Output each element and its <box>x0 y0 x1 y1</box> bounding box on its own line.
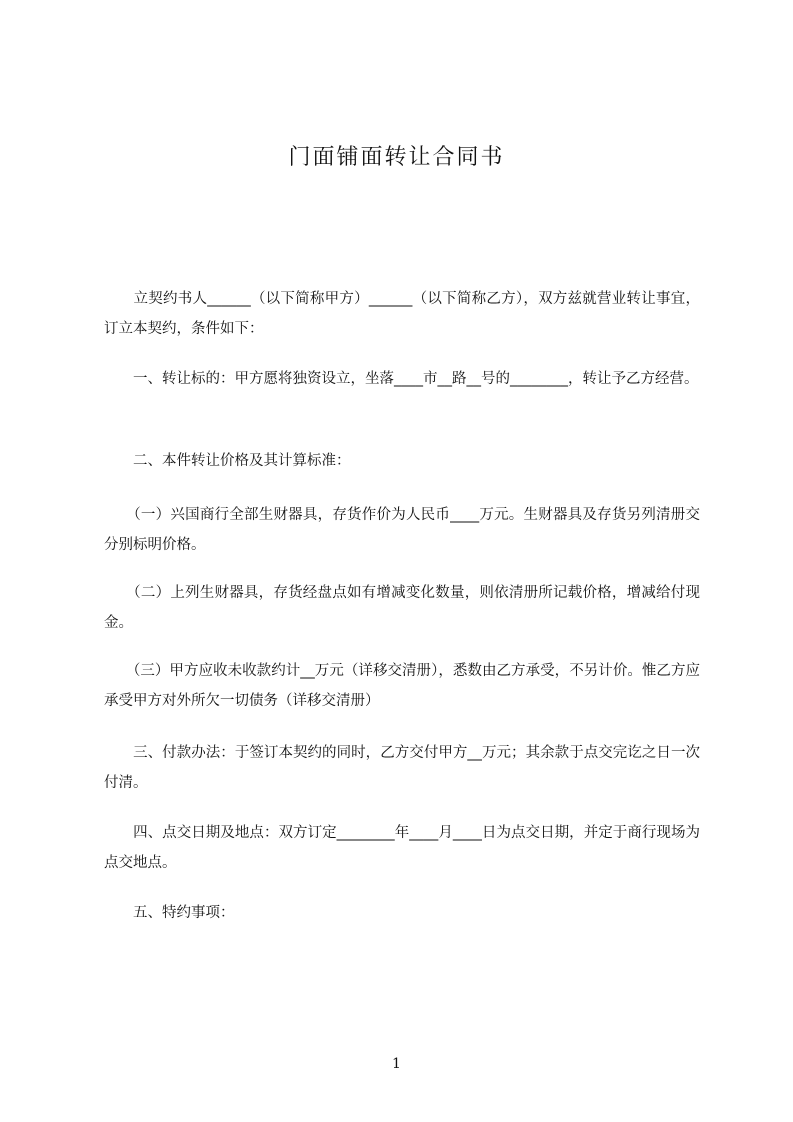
paragraph-clause-4: 四、点交日期及地点：双方订定________年____月____日为点交日期，并定于商行现场为点交地点。 <box>104 825 700 871</box>
paragraph-clause-2-3: （三）甲方应收未收款约计__万元（详移交清册），悉数由乙方承受，不另计价。惟乙方应承受甲方对外所欠一切债务（详移交清册） <box>104 663 700 709</box>
paragraph-preamble: 立契约书人______（以下简称甲方）______（以下简称乙方），双方兹就营业转让事宜，订立本契约，条件如下： <box>104 291 700 337</box>
paragraph-clause-2-1: （一）兴国商行全部生财器具，存货作价为人民币____万元。生财器具及存货另列清册交分别标明价格。 <box>104 507 700 553</box>
paragraph-clause-3: 三、付款办法：于签订本契约的同时，乙方交付甲方__万元；其余款于点交完讫之日一次付清。 <box>104 745 700 791</box>
paragraph-clause-2-2: （二）上列生财器具，存货经盘点如有增减变化数量，则依清册所记载价格，增减给付现金。 <box>104 585 700 631</box>
page-number: 1 <box>392 1056 401 1072</box>
document-title: 门面铺面转让合同书 <box>288 145 505 170</box>
paragraph-clause-2: 二、本件转让价格及其计算标准： <box>104 453 351 469</box>
paragraph-clause-1: 一、转让标的：甲方愿将独资设立，坐落____市__路__号的________，转让予乙方经营。 <box>104 371 699 387</box>
paragraph-clause-5: 五、特约事项： <box>104 905 235 921</box>
